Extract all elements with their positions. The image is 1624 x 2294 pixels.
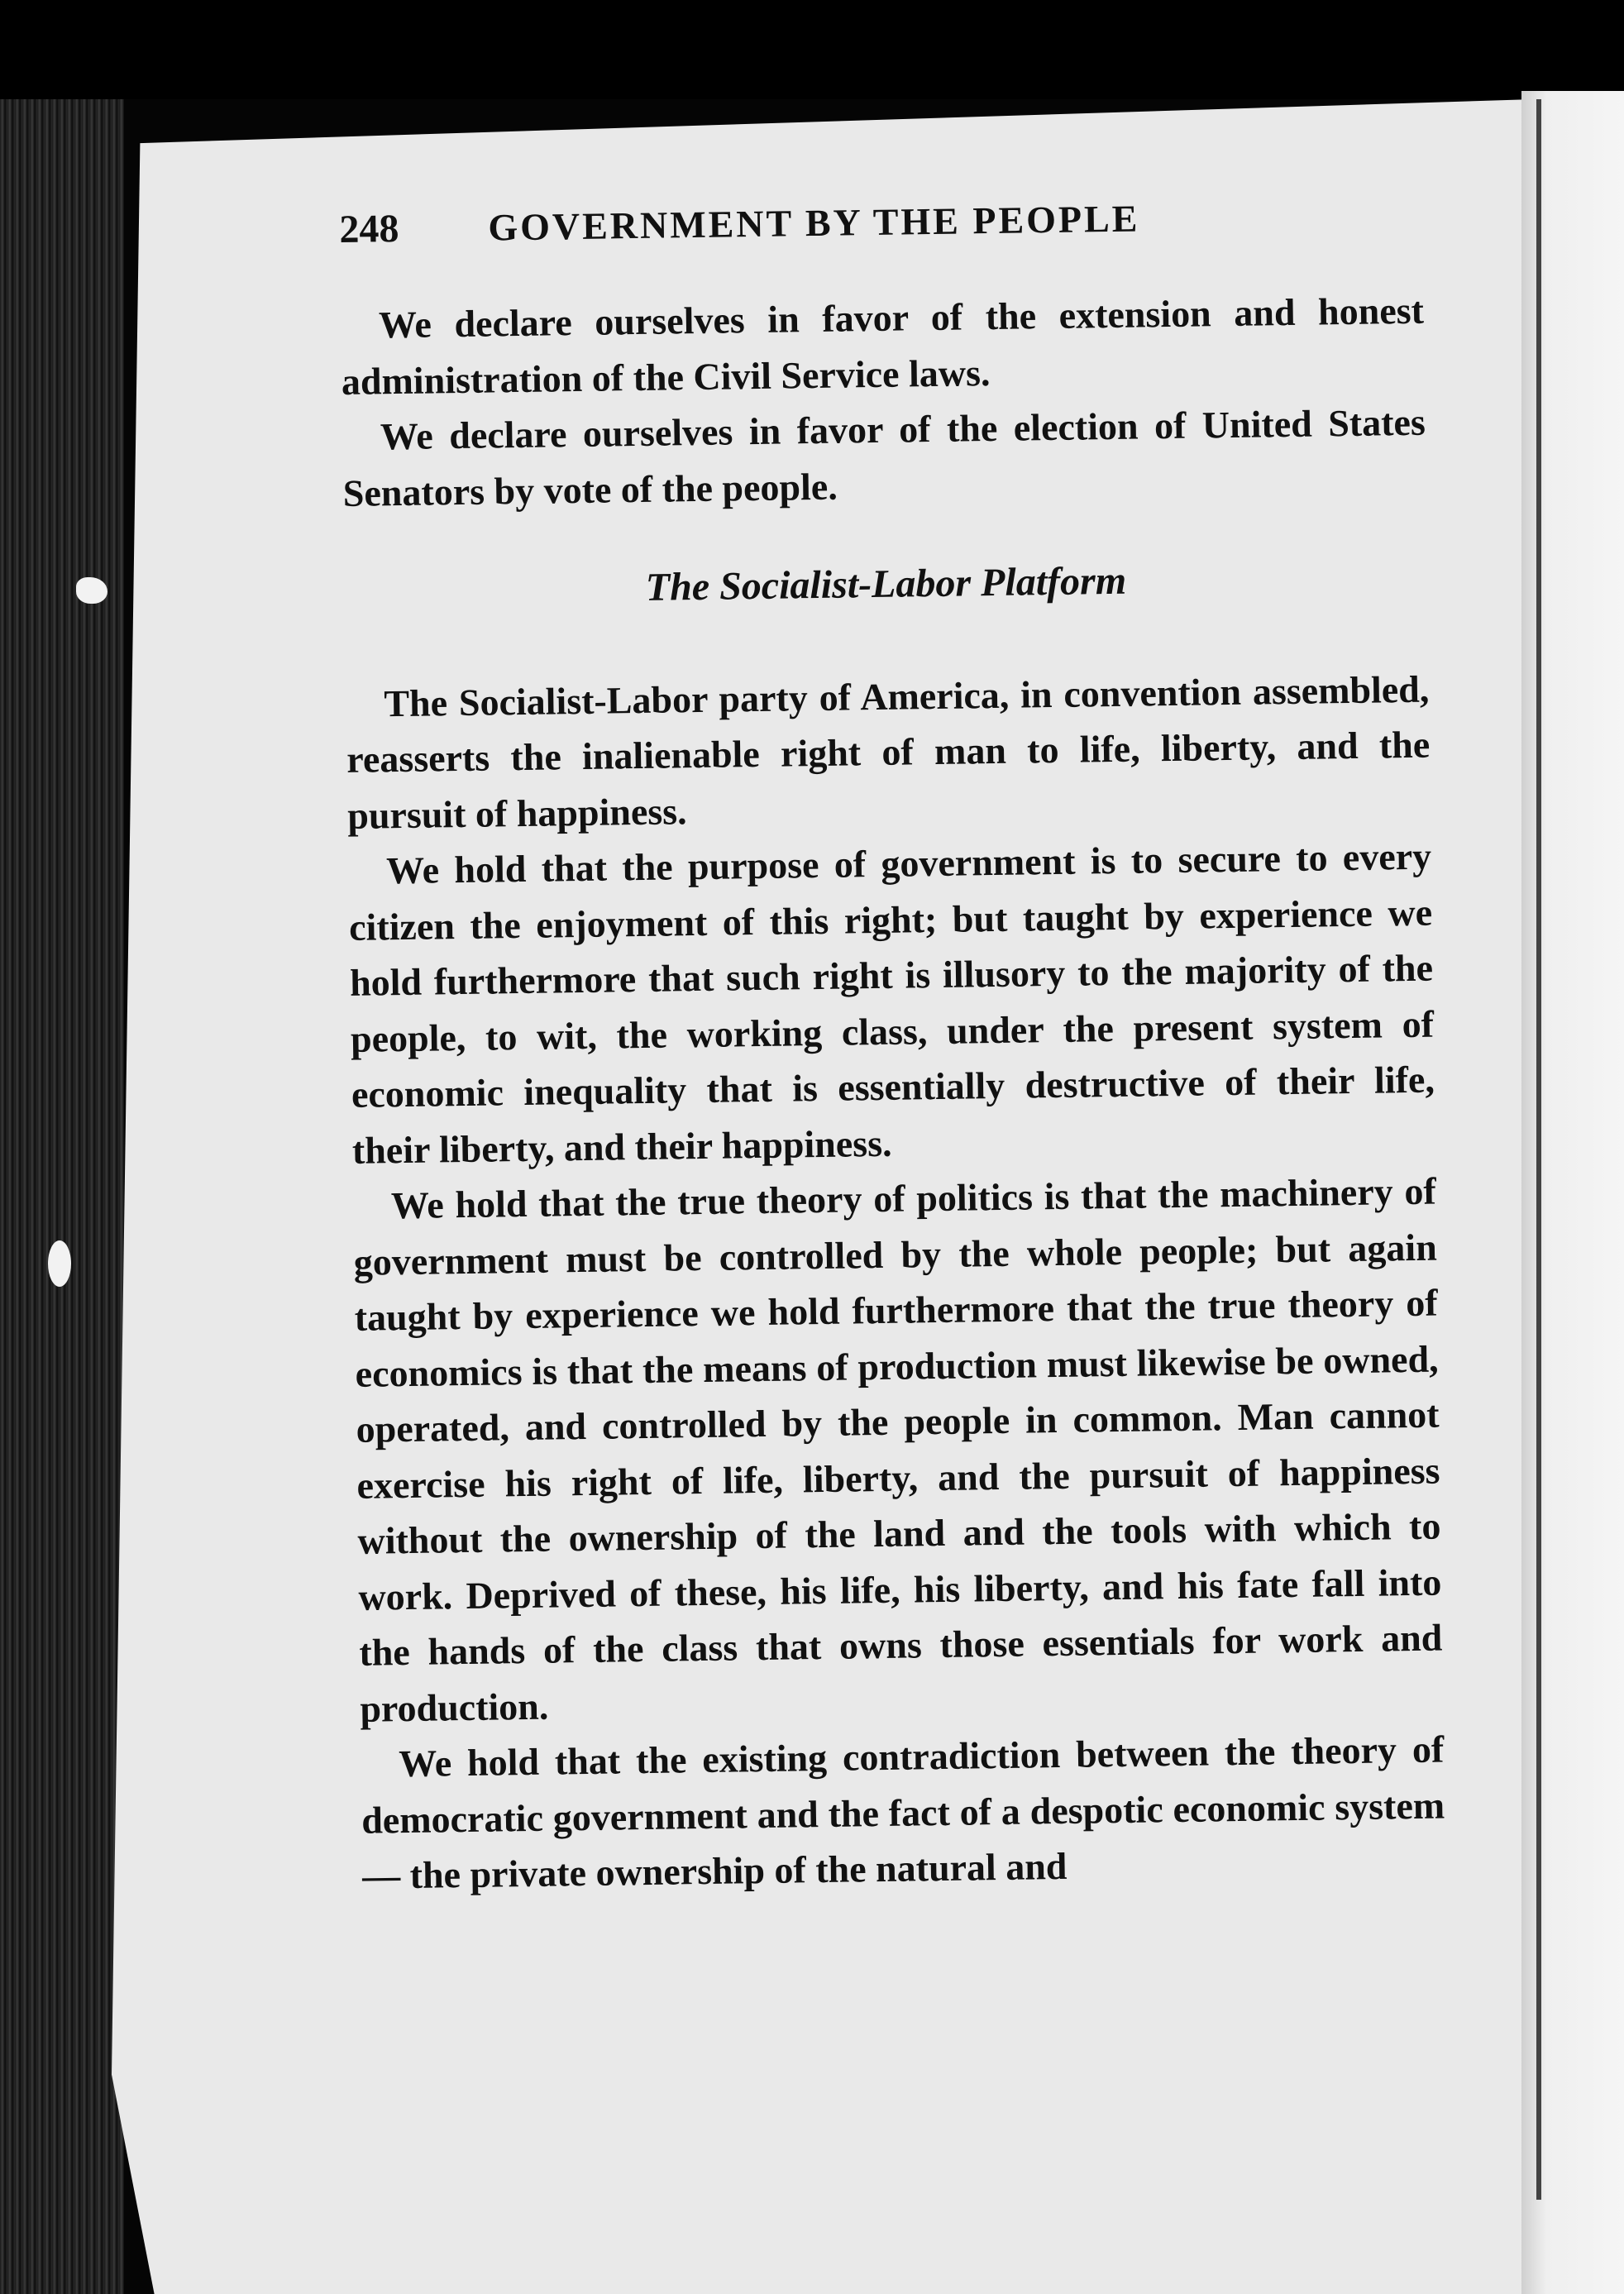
page-text-block [339, 192, 1446, 1904]
running-head [339, 192, 1423, 298]
page-number: 248 [339, 206, 399, 251]
paragraph: We declare ourselves in favor of the election of United States Senators by vote of the people. [342, 400, 1426, 514]
paragraph: We hold that the true theory of politics is that the machinery of government must be controlled by the whole people; but again taught by experience we hold furthermore that the true theory of economics is that the means of production must likewise be owned, operated, and controlled by the people in common. Man cannot exercise his right of life, liberty, and the pursuit of happiness without the ownership of the land and the tools with which to work. Deprived of these, his life, his liberty, and his fate fall into the hands of the class that owns those essentials for work and production. [353, 1169, 1443, 1730]
paragraph: We hold that the existing contradiction between the theory of democratic government and the fact of a despotic economic system — the private ownership of the natural and [361, 1728, 1445, 1897]
paragraph: We declare ourselves in favor of the extension and honest administration of the Civil Service laws. [341, 289, 1425, 403]
gutter-shadow-line [1536, 99, 1541, 2200]
running-title: GOVERNMENT BY THE PEOPLE [488, 197, 1140, 249]
book-page-edges [0, 99, 124, 2294]
section-title: The Socialist-Labor Platform [645, 558, 1127, 609]
paragraph: The Socialist-Labor party of America, in convention assembled, reasserts the inalienable right of man to life, liberty, and the pursuit of happiness. [346, 667, 1431, 837]
edge-tear-mark [48, 1240, 71, 1287]
top-dark-band [0, 0, 1624, 99]
paragraph: We hold that the purpose of government is to secure to every citizen the enjoyment of this right; but taught by experience we hold furthermore that such right is illusory to the majority of the people, to wit, the working class, under the present system of economic inequality that is essentially destructive of their life, their liberty, and their happiness. [348, 834, 1435, 1172]
edge-tear-mark [76, 577, 107, 604]
